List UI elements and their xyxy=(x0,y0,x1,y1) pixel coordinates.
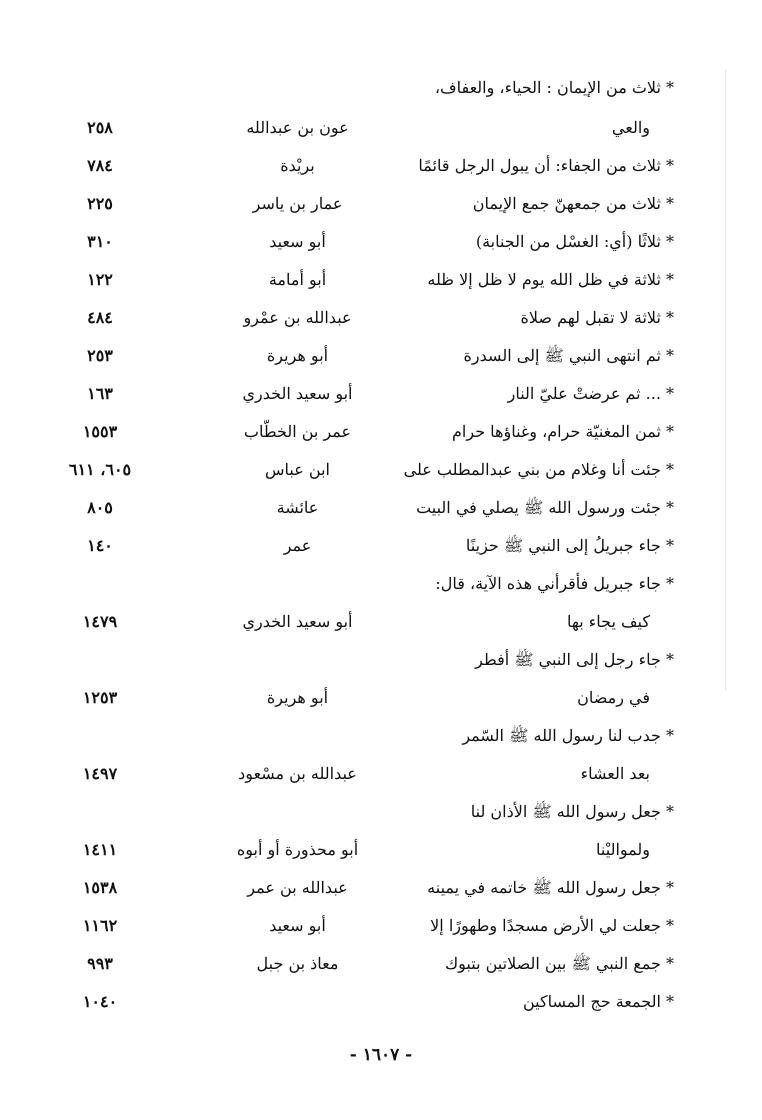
narrator-name: عمر بن الخطّاب xyxy=(243,422,352,441)
hadith-text: ولمواليْنا xyxy=(596,840,650,859)
hadith-text: والعي xyxy=(611,118,650,137)
narrator-name: ابن عباس xyxy=(265,460,330,479)
narrator-name: أبو أمامة xyxy=(268,270,327,289)
page-number: ١٠٤٠ xyxy=(82,992,118,1011)
hadith-text: * ثلاثًا (أي: الغسْل من الجنابة) xyxy=(475,232,674,251)
page-footer-number: - ١٦٠٧ - xyxy=(349,1045,413,1065)
hadith-text: * ... ثم عرضتْ عليّ النار xyxy=(507,384,674,403)
hadith-text: * جعلت لي الأرض مسجدًا وطهورًا إلا xyxy=(430,916,674,935)
narrator-name: أبو سعيد xyxy=(269,916,326,935)
narrator-name: أبو هريرة xyxy=(266,688,329,707)
index-row xyxy=(0,642,762,678)
index-row xyxy=(0,794,762,830)
page-number: ١٢٥٣ xyxy=(82,688,118,707)
hadith-text: كيف يجاء بها xyxy=(566,612,650,631)
index-row xyxy=(0,376,762,412)
index-row xyxy=(0,338,762,374)
page-number: ٧٨٤ xyxy=(87,156,113,175)
page-number: ٩٩٣ xyxy=(87,954,113,973)
hadith-text: * ثمن المغنيّة حرام، وغناؤها حرام xyxy=(452,422,674,441)
page-number: ١٥٣٨ xyxy=(82,878,118,897)
hadith-text: بعد العشاء xyxy=(580,764,650,783)
hadith-text: * ثم انتهى النبي ﷺ إلى السدرة xyxy=(463,346,674,365)
hadith-text: * جمع النبي ﷺ بين الصلاتين بتبوك xyxy=(444,954,674,973)
hadith-text: * جاء رجل إلى النبي ﷺ أفطر xyxy=(475,650,674,669)
hadith-text: * جعل رسول الله ﷺ الأذان لنا xyxy=(470,802,674,821)
narrator-name: أبو هريرة xyxy=(266,346,329,365)
hadith-text: * جئت أنا وغلام من بني عبدالمطلب على xyxy=(403,460,674,479)
index-row xyxy=(0,186,762,222)
page-number: ٢٢٥ xyxy=(87,194,113,213)
page-number: ١٥٥٣ xyxy=(82,422,118,441)
narrator-name: عبدالله بن عمْرو xyxy=(243,308,352,327)
narrator-name: أبو محذورة أو أبوه xyxy=(236,840,359,859)
index-row xyxy=(0,528,762,564)
page-number: ١٤٠ xyxy=(87,536,113,555)
index-row xyxy=(0,756,762,792)
page-number: ٣١٠ xyxy=(87,232,113,251)
narrator-name: عائشة xyxy=(276,498,319,517)
narrator-name: عمار بن ياسر xyxy=(252,194,343,213)
page-number: ٨٠٥ xyxy=(87,498,113,517)
hadith-text: * ثلاثة لا تقبل لهم صلاة xyxy=(520,308,674,327)
narrator-name: معاذ بن جبل xyxy=(256,954,339,973)
page-number: ٢٥٨ xyxy=(87,118,113,137)
hadith-text: * ثلاث من جمعهنّ جمع الإيمان xyxy=(472,194,674,213)
hadith-text: في رمضان xyxy=(577,688,650,707)
index-row xyxy=(0,414,762,450)
index-row xyxy=(0,566,762,602)
index-row xyxy=(0,148,762,184)
index-row xyxy=(0,946,762,982)
index-row xyxy=(0,984,762,1020)
page-number: ١٢٢ xyxy=(87,270,113,289)
page-number: ١٤٧٩ xyxy=(82,612,118,631)
index-row xyxy=(0,908,762,944)
index-row xyxy=(0,452,762,488)
narrator-name: بريْدة xyxy=(280,156,315,175)
index-row xyxy=(0,110,762,146)
narrator-name: عون بن عبدالله xyxy=(246,118,349,137)
hadith-text: * جاء جبريلُ إلى النبي ﷺ حزينًا xyxy=(465,536,674,555)
page-number: ٦٠٥، ٦١١ xyxy=(68,460,132,479)
index-row xyxy=(0,680,762,716)
page-number: ١١٦٢ xyxy=(82,916,118,935)
index-row xyxy=(0,604,762,640)
narrator-name: أبو سعيد xyxy=(269,232,326,251)
hadith-text: * ثلاث من الإيمان : الحياء، والعفاف، xyxy=(434,78,674,97)
index-row xyxy=(0,262,762,298)
narrator-name: عبدالله بن عمر xyxy=(247,878,348,897)
index-row xyxy=(0,224,762,260)
hadith-text: * ثلاثة في ظل الله يوم لا ظل إلا ظله xyxy=(427,270,674,289)
index-row xyxy=(0,870,762,906)
hadith-text: * جئت ورسول الله ﷺ يصلي في البيت xyxy=(416,498,674,517)
hadith-text: * جعل رسول الله ﷺ خاتمه في يمينه xyxy=(427,878,674,897)
hadith-text: * جاء جبريل فأقرأني هذه الآية، قال: xyxy=(435,574,674,593)
page-number: ٤٨٤ xyxy=(87,308,113,327)
page-number: ٢٥٣ xyxy=(87,346,113,365)
hadith-text: * ثلاث من الجفاء: أن يبول الرجل قائمًا xyxy=(418,156,674,175)
narrator-name: أبو سعيد الخدري xyxy=(242,384,353,403)
narrator-name: أبو سعيد الخدري xyxy=(242,612,353,631)
narrator-name: عبدالله بن مسْعود xyxy=(238,764,357,783)
hadith-text: * جدب لنا رسول الله ﷺ السّمر xyxy=(462,726,674,745)
index-row xyxy=(0,300,762,336)
page-number: ١٤١١ xyxy=(82,840,118,859)
index-row xyxy=(0,718,762,754)
index-row xyxy=(0,832,762,868)
narrator-name: عمر xyxy=(283,536,312,555)
page-number: ١٦٣ xyxy=(87,384,113,403)
index-row xyxy=(0,490,762,526)
page-number: ١٤٩٧ xyxy=(82,764,118,783)
index-row xyxy=(0,70,762,106)
hadith-text: * الجمعة حج المساكين xyxy=(522,992,674,1011)
